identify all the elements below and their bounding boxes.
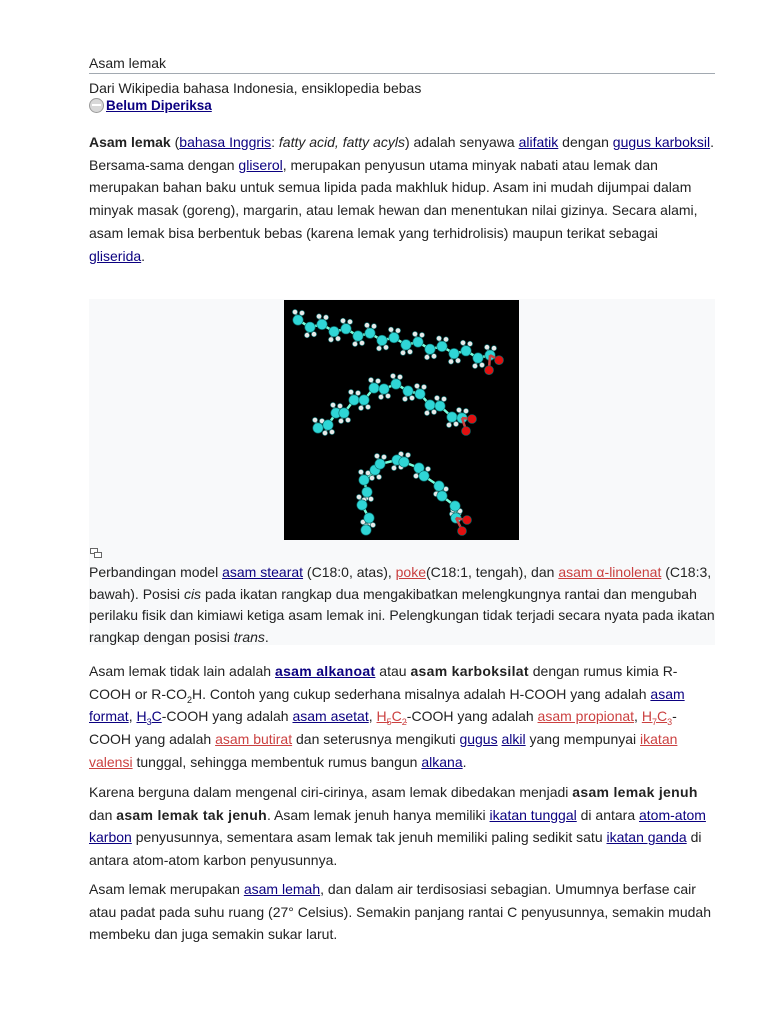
link-asam-lemah[interactable]: asam lemah [243, 881, 321, 897]
link-karbon[interactable]: karbon [89, 829, 132, 846]
bold-asam-lemak-jenuh: asam lemak jenuh [572, 784, 698, 800]
link-alifatik[interactable]: alifatik [518, 134, 559, 150]
molecule-svg [284, 300, 519, 540]
page-title: Asam lemak [89, 55, 715, 74]
link-ikatan-valensi[interactable]: ikatan valensi [89, 731, 678, 770]
link-asam-alkanoat[interactable]: asam alkanoat [275, 663, 376, 679]
link-ikatan-ganda[interactable]: ikatan ganda [606, 829, 687, 846]
magnify-icon[interactable] [90, 548, 102, 558]
english-terms: fatty acid, fatty acyls [278, 134, 405, 150]
link-alkana[interactable]: alkana [421, 753, 463, 770]
link-gliserol[interactable]: gliserol [238, 156, 283, 173]
link-asam-format[interactable]: asam format [89, 685, 685, 725]
site-tagline: Dari Wikipedia bahasa Indonesia, ensiklopedia bebas [89, 80, 422, 96]
review-status-link[interactable]: Belum Diperiksa [106, 98, 212, 113]
bold-asam-karboksilat: asam karboksilat [410, 663, 529, 679]
link-bahasa-inggris[interactable]: bahasa Inggris [179, 134, 272, 150]
link-asam-butirat[interactable]: asam butirat [215, 731, 293, 748]
link-h3c[interactable]: $H_3C$ [136, 708, 162, 728]
link-asam-propionat[interactable]: asam propionat [537, 708, 635, 725]
molecule-ball-and-stick-image[interactable] [284, 300, 519, 540]
link-alkil[interactable]: alkil [501, 731, 526, 748]
link-poke[interactable]: poke [395, 564, 426, 580]
link-h7c3[interactable]: $H_7C_3$ [641, 708, 673, 728]
review-status [89, 98, 212, 113]
paragraph-asam-lemah: Asam lemak merupakan asam lemah, dan dalam air terdisosiasi sebagian. Umumnya berfase cair atau padat pada suhu ruang (27° Celsius). Semakin panjang rantai C penyusunnya, semakin mudah membeku dan juga semakin sukar larut. [89, 881, 711, 943]
link-ikatan-tunggal[interactable]: ikatan tunggal [489, 806, 577, 823]
paragraph-jenuh: Karena berguna dalam mengenal ciri-cirinya, asam lemak dibedakan menjadi asam lemak jenuh dan asam lemak tak jenuh. Asam lemak jenuh hanya memiliki ikatan tunggal di antara atom-atom karbon penyusunnya, sementara asam lemak tak jenuh memiliki paling sedikit satu ikatan ganda di antara atom-atom karbon penyusunnya. [89, 784, 706, 869]
link-gliserida[interactable]: gliserida [89, 247, 142, 264]
link-gugus-karboksil[interactable]: gugus karboksil [612, 134, 711, 150]
intro-paragraph: Asam lemak (bahasa Inggris: fatty acid, fatty acyls) adalah senyawa alifatik dengan gugus karboksil. Bersama-sama dengan gliserol, merupakan penyusun utama minyak nabati atau lemak dan merupakan bahan baku untuk semua lipida pada makhluk hidup. Asam ini mudah dijumpai dalam minyak masak (goreng), margarin, atau lemak hewan dan menentukan nilai gizinya. Secara alami, asam lemak bisa berbentuk bebas (karena lemak yang terhidrolisis) maupun terikat sebagai gliserida. [89, 134, 714, 264]
bold-asam-lemak-tak-jenuh: asam lemak tak jenuh [116, 806, 267, 823]
link-asam-asetat[interactable]: asam asetat [292, 708, 369, 725]
link-atom-atom[interactable]: atom-atom [639, 806, 706, 823]
link-asam-alfa-linolenat[interactable]: asam α-linolenat [558, 564, 662, 580]
link-gugus[interactable]: gugus [459, 731, 498, 748]
article-term: Asam lemak [89, 134, 171, 150]
figure-caption: Perbandingan model asam stearat (C18:0, atas), poke(C18:1, tengah), dan asam α-linolenat (C18:3, bawah). Posisi cis pada ikatan rangkap dua mengakibatkan melengkungnya rantai dan mengubah perilaku fisik dan kimiawi ketiga asam lemak ini. Pelengkungan tidak terjadi secara nyata pada ikatan rangkap dengan posisi trans. [89, 564, 715, 645]
link-h5c2[interactable]: $H_5C_2$ [376, 708, 407, 728]
link-asam-stearat[interactable]: asam stearat [222, 564, 304, 580]
unreviewed-icon [89, 98, 104, 113]
paragraph-asam-alkanoat: Asam lemak tidak lain adalah asam alkanoat atau asam karboksilat dengan rumus kimia R-COOH or $R-CO_2H$. Contoh yang cukup sederhana misalnya adalah H-COOH yang adalah asam format, $H_3C$-COOH yang adalah asam asetat, $H_5C_2$-COOH yang adalah asam propionat, $H_7C_3$-COOH yang adalah asam butirat dan seterusnya mengikuti gugus alkil yang mempunyai ikatan valensi tunggal, sehingga membentuk rumus bangun alkana. [89, 663, 685, 770]
figure-thumbnail [89, 299, 715, 645]
